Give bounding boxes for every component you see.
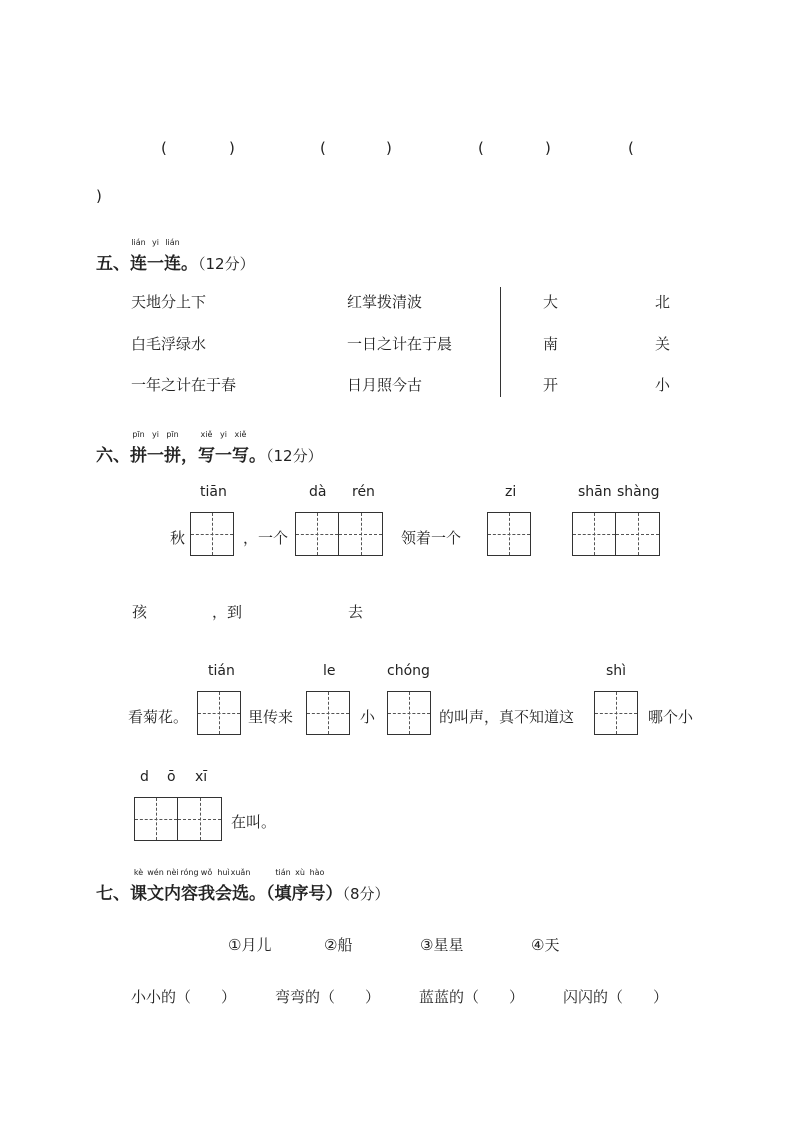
pinyin-label: rén	[352, 484, 375, 500]
title-char: ，	[181, 446, 198, 466]
title-char: hào 号	[308, 868, 326, 904]
section7-score: （8分）	[342, 885, 390, 903]
sentence-text: 的叫声，真不知道这	[439, 708, 575, 726]
title-char: xuǎn 选	[230, 868, 251, 904]
match-item: 红掌拨清波	[347, 293, 423, 311]
option-item: ①月儿	[228, 936, 272, 954]
title-char: róng 容	[180, 868, 199, 904]
blank-paren-close-3: )	[545, 139, 551, 157]
pinyin-label: tiān	[200, 484, 227, 500]
blank-paren-open-1: (	[161, 139, 167, 157]
fill-blank[interactable]: 弯弯的（ ）	[275, 988, 381, 1006]
pinyin-label: ō	[167, 769, 176, 785]
title-char: tián 填	[274, 868, 292, 904]
match-item: 天地分上下	[131, 293, 207, 311]
match-item: 白毛浮绿水	[131, 335, 207, 353]
sentence-text: 里传来	[248, 708, 294, 726]
fill-blank[interactable]: 蓝蓝的（ ）	[419, 988, 525, 1006]
pinyin-label: shān	[578, 484, 612, 500]
pinyin-label: chóng	[387, 663, 430, 679]
title-char: xiě 写	[198, 430, 215, 466]
title-char: xiě 写	[232, 430, 249, 466]
writing-grid[interactable]	[572, 512, 660, 556]
pinyin-label: shàng	[617, 484, 660, 500]
match-item: 南	[543, 335, 559, 353]
pinyin-label: tián	[208, 663, 235, 679]
sentence-text: 小	[360, 708, 376, 726]
writing-grid[interactable]	[594, 691, 638, 735]
writing-grid[interactable]	[387, 691, 431, 735]
writing-grid[interactable]	[197, 691, 241, 735]
option-item: ④天	[531, 936, 560, 954]
sentence-text: ，到	[212, 603, 243, 621]
match-item: 小	[655, 376, 671, 394]
blank-paren-open-2: (	[320, 139, 326, 157]
title-char: lián 连	[164, 238, 181, 274]
match-item: 一年之计在于春	[131, 376, 237, 394]
match-item: 日月照今古	[347, 376, 423, 394]
option-item: ②船	[324, 936, 353, 954]
pinyin-label: d	[140, 769, 149, 785]
title-char: kè 课	[130, 868, 147, 904]
fill-blank[interactable]: 小小的（ ）	[131, 988, 237, 1006]
blank-paren-close-4: )	[96, 187, 102, 205]
sentence-text: ，一个	[243, 529, 289, 547]
blank-paren-close-1: )	[229, 139, 235, 157]
pinyin-label: xī	[195, 769, 208, 785]
writing-grid[interactable]	[306, 691, 350, 735]
section5-score: （12分）	[198, 255, 255, 273]
title-char: yi 一	[215, 430, 232, 466]
writing-grid[interactable]	[295, 512, 383, 556]
section6-score: （12分）	[266, 447, 323, 465]
title-char: huì 会	[215, 868, 232, 904]
sentence-text: 孩	[132, 603, 148, 621]
pinyin-label: le	[323, 663, 336, 679]
divider-line	[500, 287, 501, 397]
title-char: wén 文	[147, 868, 164, 904]
writing-grid[interactable]	[134, 797, 222, 841]
sentence-text: 领着一个	[401, 529, 462, 547]
sentence-text: 秋	[170, 529, 186, 547]
pinyin-label: zi	[505, 484, 517, 500]
blank-paren-close-2: )	[386, 139, 392, 157]
blank-paren-open-3: (	[478, 139, 484, 157]
writing-grid[interactable]	[487, 512, 531, 556]
pinyin-label: dà	[309, 484, 327, 500]
sentence-text: 去	[348, 603, 364, 621]
title-char: yi 一	[147, 430, 164, 466]
title-char: pīn 拼	[164, 430, 181, 466]
blank-paren-open-4: (	[628, 139, 634, 157]
sentence-text: 哪个小	[648, 708, 694, 726]
section6-number: 六、	[96, 446, 130, 466]
match-item: 大	[543, 293, 559, 311]
pinyin-label: shì	[606, 663, 627, 679]
section5-heading: 五、 lián 连 yi 一 lián 连。（12分）	[96, 238, 255, 274]
writing-grid[interactable]	[190, 512, 234, 556]
section7-number: 七、	[96, 884, 130, 904]
section5-number: 五、	[96, 254, 130, 274]
section7-heading: 七、 kè 课 wén 文 nèi 内 róng 容 wǒ 我 huì 会 xuǎn 选。（ tián 填 xù 序 hào 号）（8分）	[96, 868, 390, 904]
title-char: xù 序	[291, 868, 309, 904]
section6-heading: 六、 pīn 拼 yi 一 pīn 拼 ， xiě 写 yi 一 xiě 写。（12分）	[96, 430, 323, 466]
title-char: pīn 拼	[130, 430, 147, 466]
title-char: wǒ 我	[198, 868, 215, 904]
sentence-text: 在叫。	[231, 813, 277, 831]
title-char: lián 连	[130, 238, 147, 274]
option-item: ③星星	[420, 936, 464, 954]
match-item: 北	[655, 293, 671, 311]
match-item: 开	[543, 376, 559, 394]
match-item: 一日之计在于晨	[347, 335, 453, 353]
title-char: nèi 内	[164, 868, 181, 904]
title-char: yi 一	[147, 238, 164, 274]
fill-blank[interactable]: 闪闪的（ ）	[563, 988, 669, 1006]
sentence-text: 看菊花。	[128, 708, 189, 726]
match-item: 关	[655, 335, 671, 353]
